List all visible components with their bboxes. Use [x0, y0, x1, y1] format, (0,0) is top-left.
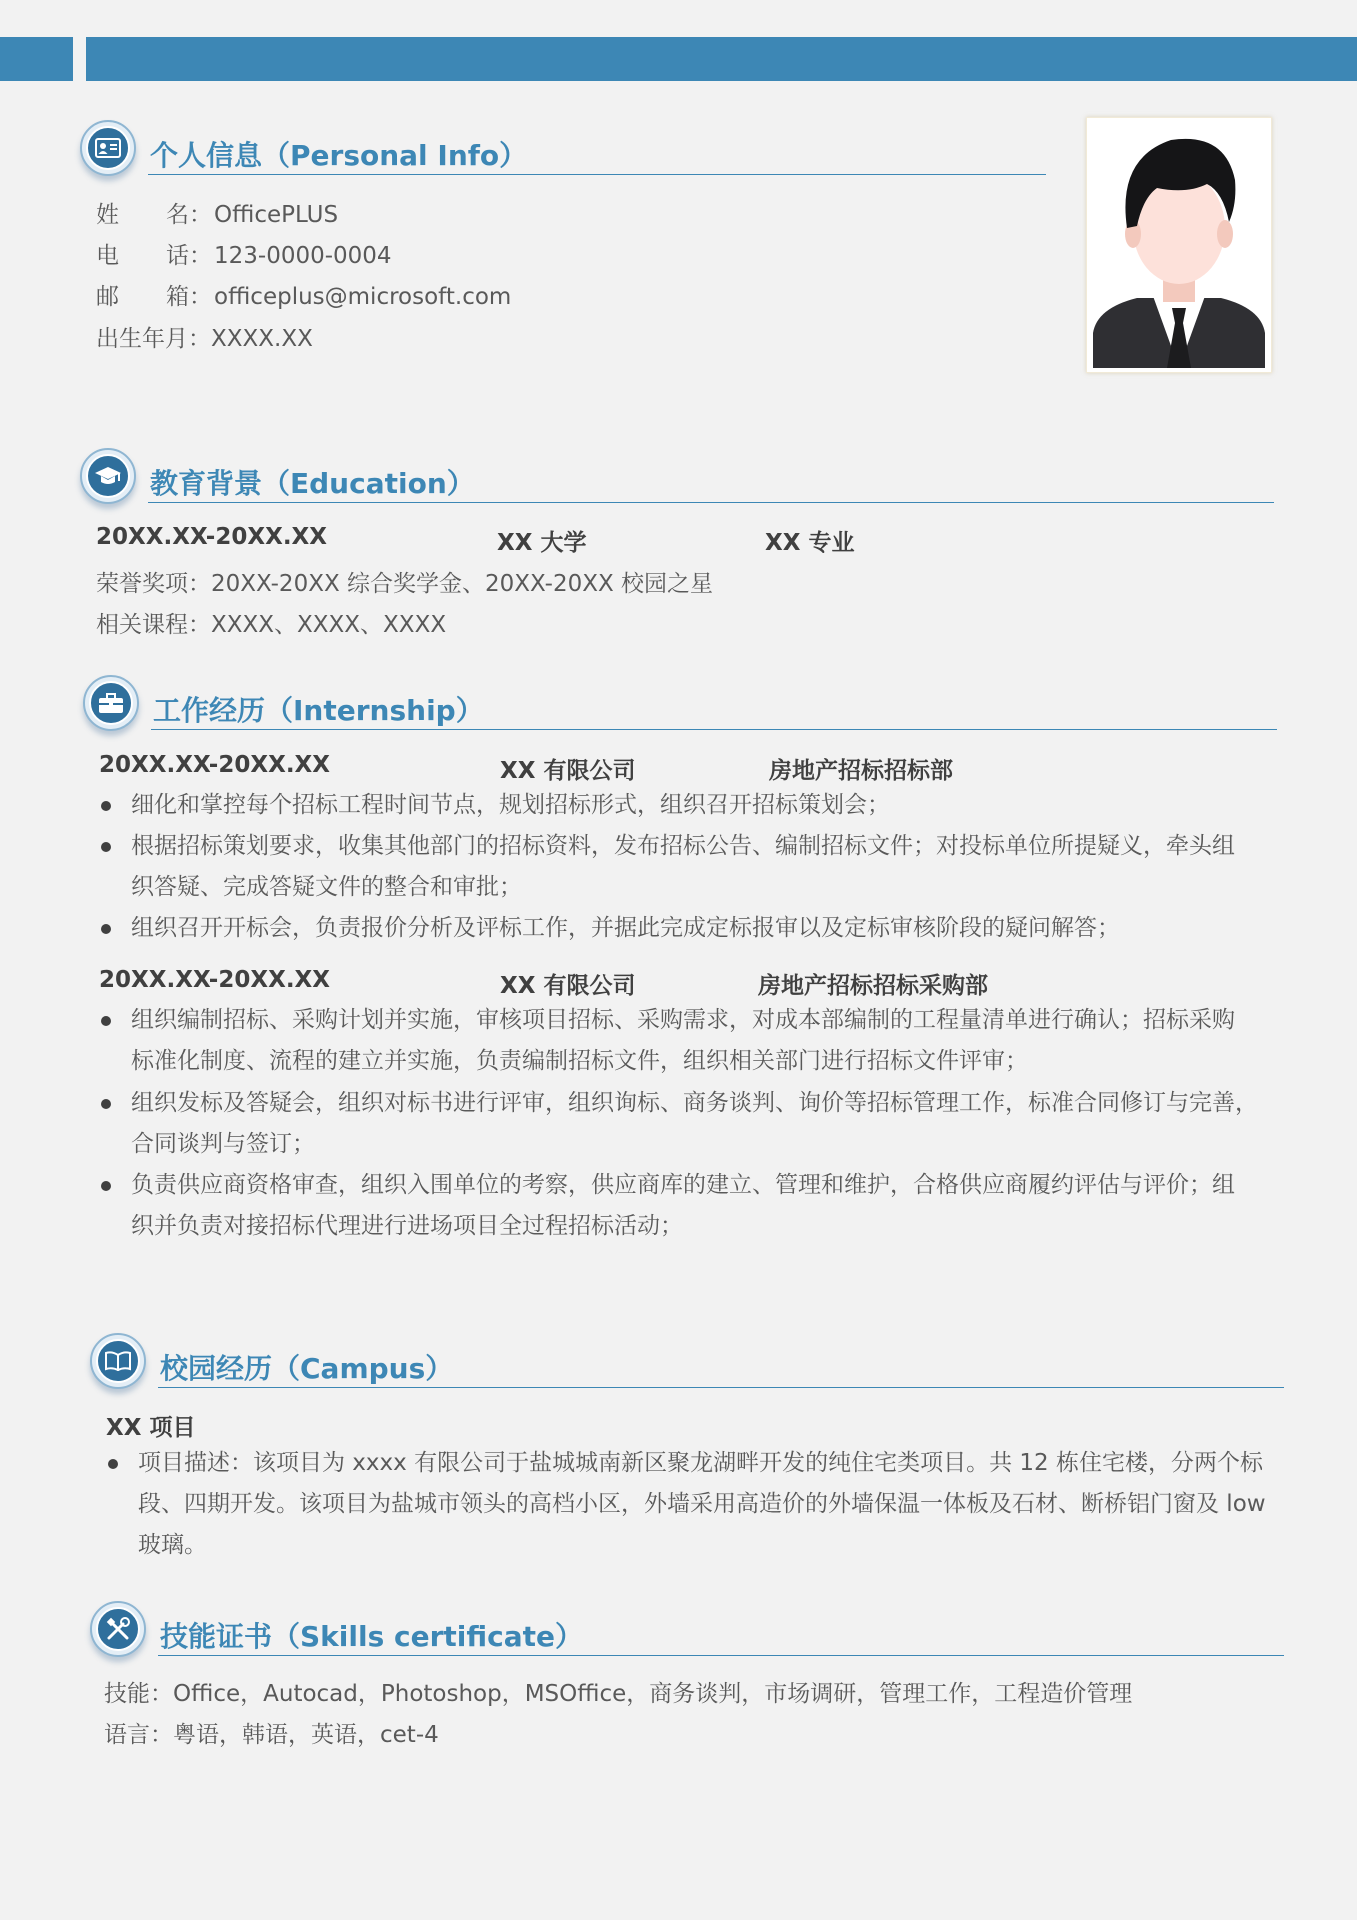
job-2-department: 房地产招标招标采购部 [758, 973, 988, 999]
phone-row [96, 237, 392, 270]
bullet-text: 根据招标策划要求，收集其他部门的招标资料，发布招标公告、编制招标文件；对投标单位所提疑义，牵头组 [131, 833, 1235, 859]
section-divider [158, 1387, 1284, 1388]
personal-info-section [80, 120, 1050, 370]
education-section [80, 448, 1280, 648]
section-title: 校园经历（Campus） [160, 1352, 454, 1385]
job-1-period: 20XX.XX-20XX.XX [99, 752, 331, 778]
languages-list: 语言：粤语，韩语，英语，cet-4 [104, 1722, 439, 1748]
section-title: 技能证书（Skills certificate） [160, 1620, 583, 1653]
work-section [83, 675, 1283, 1255]
job-1-bullet-1 [101, 785, 1301, 826]
phone-value: 123-0000-0004 [214, 243, 392, 269]
job-2-period: 20XX.XX-20XX.XX [99, 967, 331, 993]
bullet-dot [108, 1459, 118, 1469]
bullet-dot [101, 1099, 111, 1109]
bullet-dot [101, 1016, 111, 1026]
job-1-company: XX 有限公司 [500, 758, 636, 784]
section-divider [158, 1655, 1284, 1656]
section-title: 工作经历（Internship） [153, 694, 484, 727]
bullet-text: 项目描述：该项目为 xxxx 有限公司于盐城城南新区聚龙湖畔开发的纯住宅类项目。共 12 栋住宅楼，分两个标 [138, 1450, 1263, 1476]
section-title: 教育背景（Education） [150, 467, 475, 500]
bullet-dot [101, 801, 111, 811]
campus-bullet [108, 1443, 1308, 1566]
id-card-icon [80, 120, 136, 176]
header-bar [86, 37, 1357, 81]
name-row [96, 196, 338, 229]
bullet-dot [101, 842, 111, 852]
briefcase-icon [83, 675, 139, 731]
job-1-department: 房地产招标招标部 [769, 758, 953, 784]
bullet-text-cont: 合同谈判与签订； [131, 1131, 315, 1157]
open-book-icon [90, 1333, 146, 1389]
section-header [90, 1601, 1290, 1663]
bullet-text-cont: 段、四期开发。该项目为盐城市领头的高档小区，外墙采用高造价的外墙保温一体板及石材、断桥铝门窗及 low [138, 1491, 1266, 1517]
birth-value: XXXX.XX [211, 326, 313, 352]
birth-label: 出生年月： [96, 326, 211, 352]
section-divider [148, 502, 1274, 503]
education-courses: 相关课程：XXXX、XXXX、XXXX [96, 612, 447, 638]
section-header [80, 120, 1050, 182]
skills-list: 技能：Office，Autocad，Photoshop，MSOffice，商务谈判，市场调研，管理工作，工程造价管理 [104, 1681, 1133, 1707]
section-divider [151, 729, 1277, 730]
bullet-text: 细化和掌控每个招标工程时间节点，规划招标形式，组织召开招标策划会； [131, 792, 890, 818]
bullet-text-cont: 织答疑、完成答疑文件的整合和审批； [131, 874, 522, 900]
job-1-bullet-2 [101, 826, 1301, 908]
profile-photo [1086, 117, 1272, 373]
education-school: XX 大学 [497, 530, 587, 556]
job-1-bullet-3 [101, 908, 1301, 949]
education-major: XX 专业 [765, 530, 855, 556]
bullet-text: 组织发标及答疑会，组织对标书进行评审，组织询标、商务谈判、询价等招标管理工作，标准合同修订与完善， [131, 1090, 1258, 1116]
bullet-text-cont: 织并负责对接招标代理进行进场项目全过程招标活动； [131, 1213, 683, 1239]
section-header [90, 1333, 1290, 1395]
job-2-bullet-1 [101, 1000, 1301, 1082]
bullet-text: 组织召开开标会，负责报价分析及评标工作，并据此完成定标报审以及定标审核阶段的疑问解答； [131, 915, 1120, 941]
bullet-dot [101, 924, 111, 934]
campus-project-title: XX 项目 [106, 1415, 196, 1441]
section-title: 个人信息（Personal Info） [150, 139, 528, 172]
phone-label: 电 话： [96, 243, 212, 269]
tools-icon [90, 1601, 146, 1657]
job-2-company: XX 有限公司 [500, 973, 636, 999]
job-2-bullet-2 [101, 1083, 1301, 1165]
birth-row [96, 320, 313, 353]
bullet-text: 负责供应商资格审查，组织入围单位的考察，供应商库的建立、管理和维护，合格供应商履约评估与评价；组 [131, 1172, 1235, 1198]
campus-section [90, 1333, 1290, 1573]
education-period: 20XX.XX-20XX.XX [96, 524, 328, 550]
header-bar-left [0, 37, 73, 81]
email-value: officeplus@microsoft.com [214, 284, 512, 310]
bullet-dot [101, 1181, 111, 1191]
section-divider [148, 174, 1046, 175]
email-row [96, 278, 511, 311]
bullet-text: 组织编制招标、采购计划并实施，审核项目招标、采购需求，对成本部编制的工程量清单进行确认；招标采购 [131, 1007, 1235, 1033]
email-label: 邮 箱： [96, 284, 212, 310]
section-header [83, 675, 1283, 737]
bullet-text-cont: 标准化制度、流程的建立并实施，负责编制招标文件，组织相关部门进行招标文件评审； [131, 1048, 1028, 1074]
bullet-text-cont: 玻璃。 [138, 1532, 207, 1558]
section-header [80, 448, 1280, 510]
name-value: OfficePLUS [214, 202, 339, 228]
graduation-cap-icon [80, 448, 136, 504]
name-label: 姓 名： [96, 202, 212, 228]
skills-section [90, 1601, 1290, 1761]
avatar-illustration [1087, 118, 1271, 372]
education-honors: 荣誉奖项：20XX-20XX 综合奖学金、20XX-20XX 校园之星 [96, 571, 714, 597]
job-2-bullet-3 [101, 1165, 1301, 1247]
